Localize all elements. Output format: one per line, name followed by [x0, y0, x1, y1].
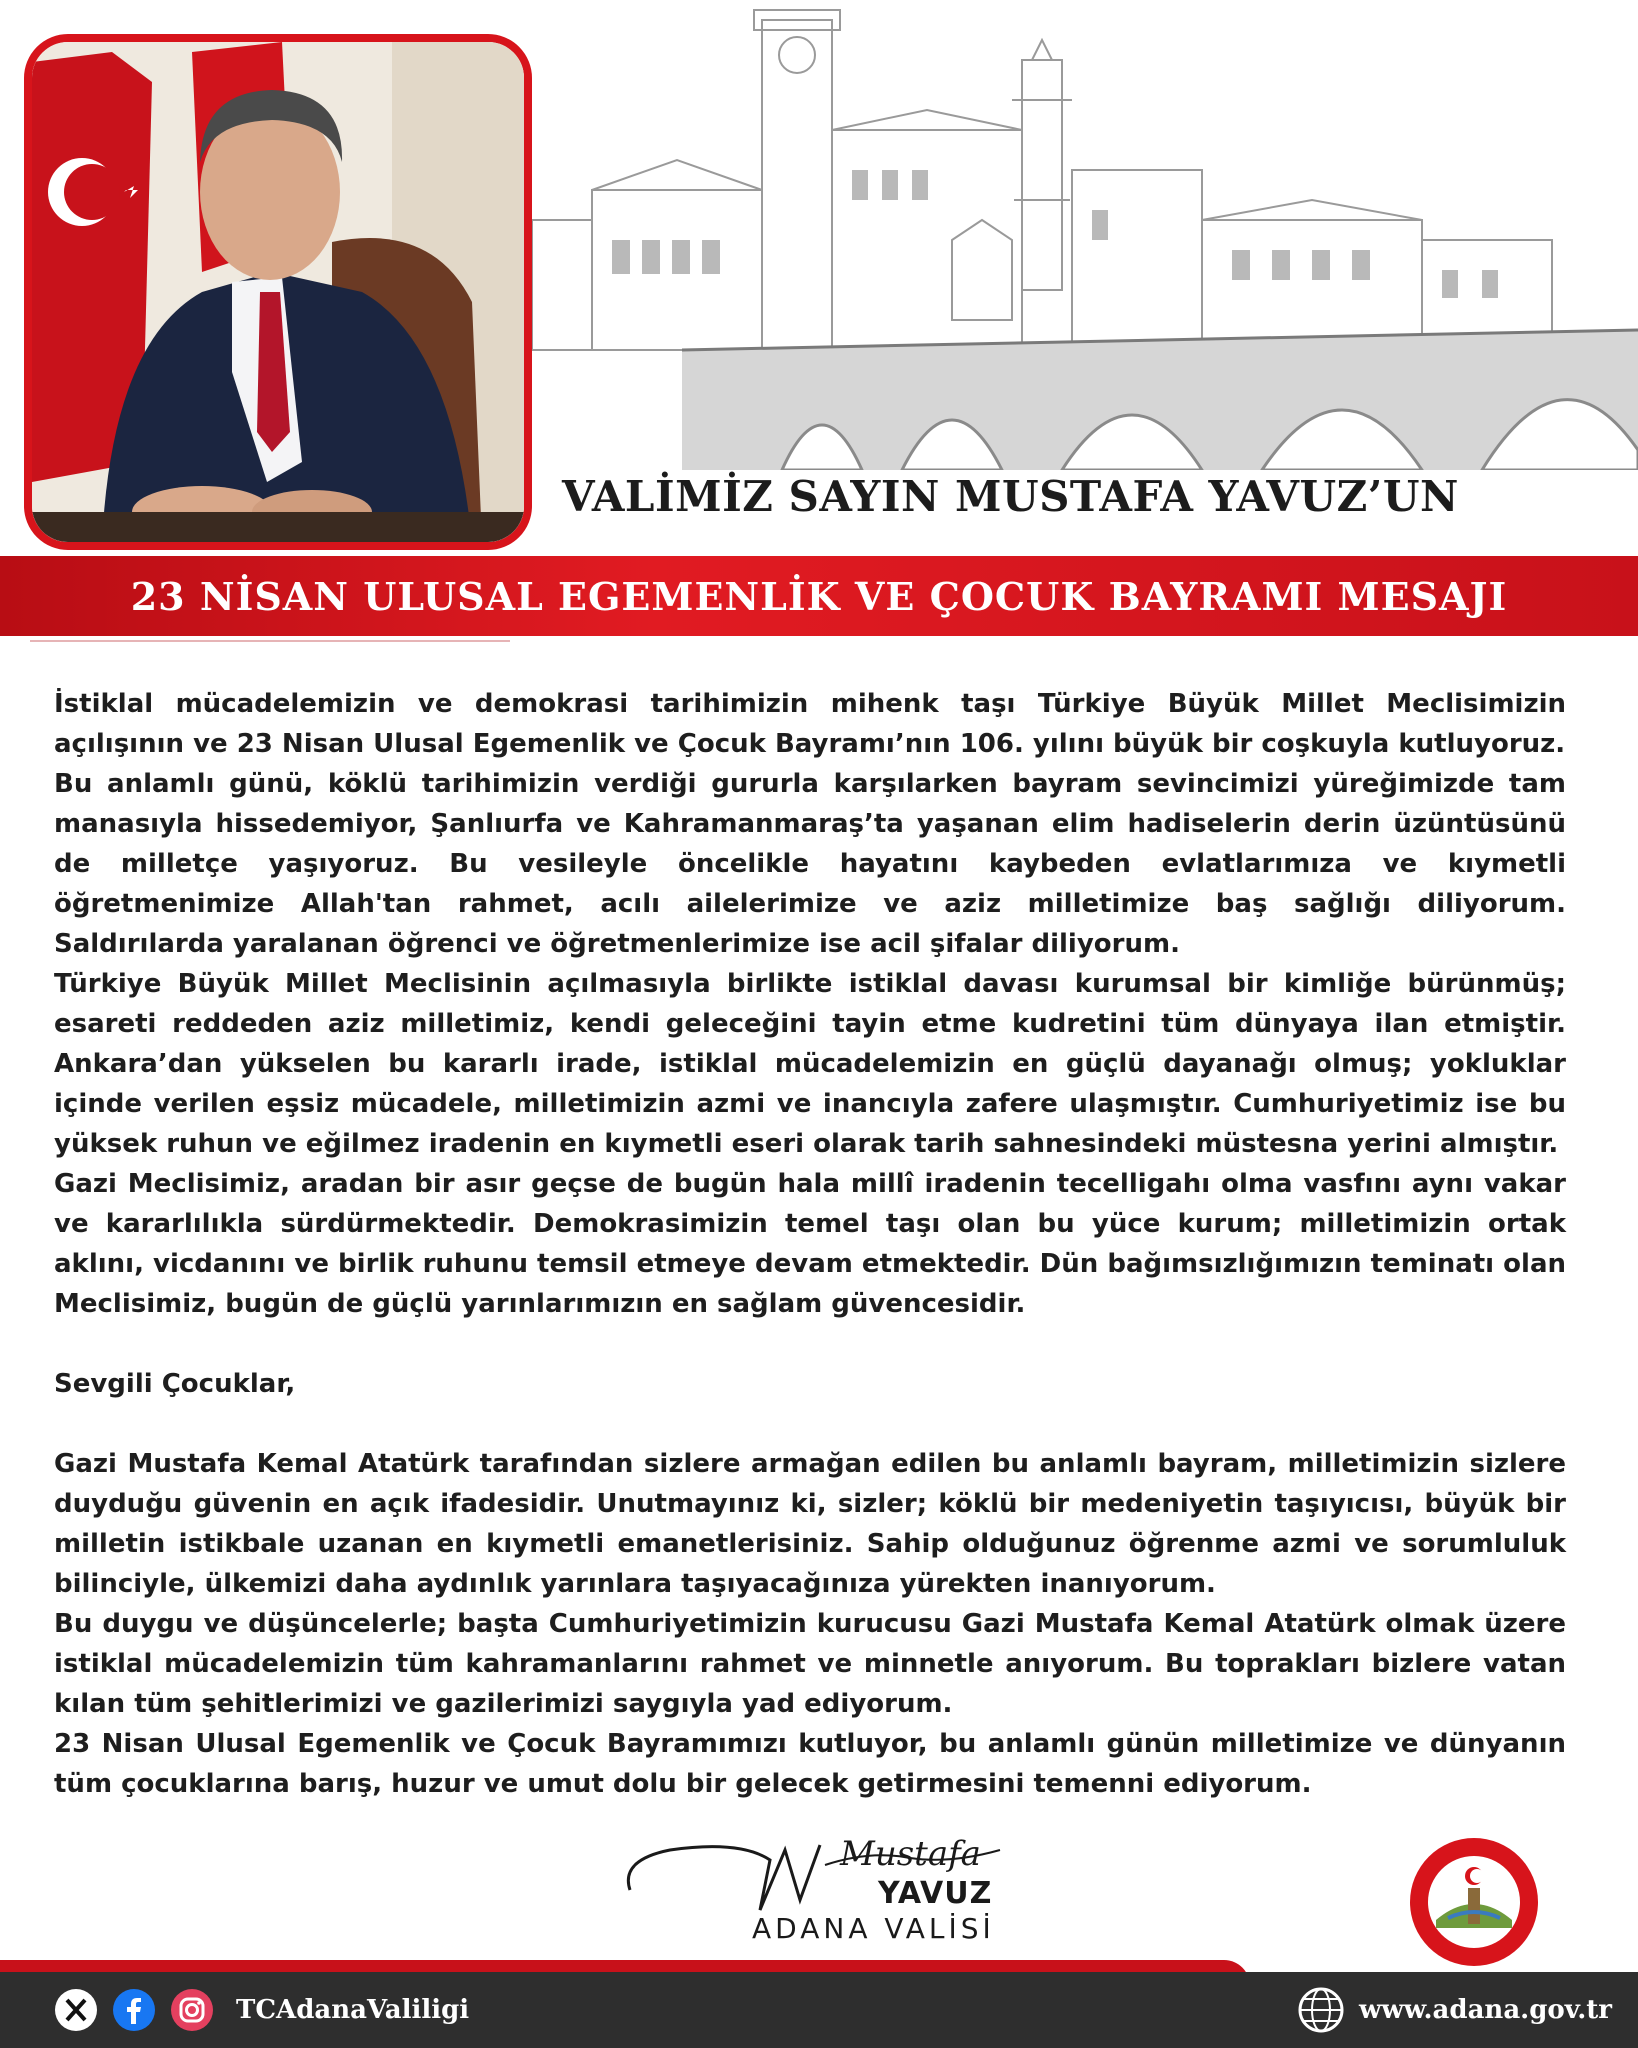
signature-surname: YAVUZ	[878, 1876, 993, 1911]
paragraph: İstiklal mücadelemizin ve demokrasi tarihimizin mihenk taşı Türkiye Büyük Millet Meclisimizin açılışının ve 23 Nisan Ulusal Egemenlik ve Çocuk Bayramı’nın 106. yılını büyük bir coşkuyla kutluyoruz.	[54, 689, 1566, 759]
website-link[interactable]	[1297, 1986, 1612, 2034]
globe-icon	[1297, 1986, 1345, 2034]
footer-bar	[0, 1972, 1638, 2048]
governor-portrait	[24, 34, 532, 550]
svg-text:Mustafa: Mustafa	[840, 1834, 981, 1874]
instagram-icon[interactable]	[170, 1988, 214, 2032]
title-line-1: VALİMİZ SAYIN MUSTAFA YAVUZ’UN	[562, 472, 1459, 521]
social-links	[54, 1988, 469, 2032]
facebook-icon[interactable]	[112, 1988, 156, 2032]
title-line-2: 23 NİSAN ULUSAL EGEMENLİK VE ÇOCUK BAYRAMI MESAJI	[130, 573, 1508, 619]
adana-skyline-illustration	[532, 0, 1638, 470]
paragraph: Türkiye Büyük Millet Meclisinin açılmasıyla birlikte istiklal davası kurumsal bir kimliğe bürünmüş; esareti reddeden aziz milletimiz, kendi geleceğini tayin etme kudretini tüm dünyaya ilan etmiştir. Ankara’dan yükselen bu kararlı irade, istiklal mücadelemizin en güçlü dayanağı olmuş; yokluklar içinde verilen eşsiz mücadele, milletimizin azmi ve inancıyla zafere ulaşmıştır. Cumhuriyetimiz ise bu yüksek ruhun ve eğilmez iradenin en kıymetli eseri olarak tarih sahnesindeki müstesna yerini almıştır.	[54, 969, 1566, 1159]
portrait-image	[32, 42, 524, 542]
governorship-seal	[1408, 1836, 1540, 1968]
decorative-rule	[30, 640, 510, 642]
website-url[interactable]: www.adana.gov.tr	[1358, 1995, 1612, 2025]
page-title	[548, 472, 1628, 521]
signature-title: ADANA VALİSİ	[752, 1912, 995, 1945]
paragraph: Gazi Mustafa Kemal Atatürk tarafından sizlere armağan edilen bu anlamlı bayram, milletimizin sizlere duyduğu güvenin en açık ifadesidir. Unutmayınız ki, sizler; köklü bir medeniyetin taşıyıcısı, büyük bir milletin istikbale uzanan en kıymetli emanetlerisiniz. Sahip olduğunuz öğrenme azmi ve sorumluluk bilinciyle, ülkemizi daha aydınlık yarınlara taşıyacağınıza yürekten inanıyorum.	[54, 1449, 1566, 1599]
social-handle[interactable]: TCAdanaValiligi	[236, 1995, 470, 2025]
title-banner	[0, 556, 1638, 636]
x-icon[interactable]	[54, 1988, 98, 2032]
signature-block	[610, 1820, 1010, 1944]
message-body	[54, 684, 1566, 1804]
paragraph: 23 Nisan Ulusal Egemenlik ve Çocuk Bayramımızı kutluyor, bu anlamlı günün milletimize ve dünyanın tüm çocuklarına barış, huzur ve umut dolu bir gelecek getirmesini temenni ediyorum.	[54, 1729, 1566, 1799]
paragraph: Bu duygu ve düşüncelerle; başta Cumhuriyetimizin kurucusu Gazi Mustafa Kemal Atatürk olmak üzere istiklal mücadelemizin tüm kahramanlarını rahmet ve minnetle anıyorum. Bu toprakları bizlere vatan kılan tüm şehitlerimizi ve gazilerimizi saygıyla yad ediyorum.	[54, 1609, 1566, 1719]
salutation: Sevgili Çocuklar,	[54, 1369, 296, 1399]
paragraph: Gazi Meclisimiz, aradan bir asır geçse de bugün hala millî iradenin tecelligahı olma vasfını aynı vakar ve kararlılıkla sürdürmektedir. Demokrasimizin temel taşı olan bu yüce kurum; milletimizin ortak aklını, vicdanını ve birlik ruhunu temsil etmeye devam etmektedir. Dün bağımsızlığımızın teminatı olan Meclisimiz, bugün de güçlü yarınlarımızın en sağlam güvencesidir.	[54, 1169, 1566, 1319]
paragraph: Bu anlamlı günü, köklü tarihimizin verdiği gururla karşılarken bayram sevincimizi yüreğimizde tam manasıyla hissedemiyor, Şanlıurfa ve Kahramanmaraş’ta yaşanan elim hadiselerin derin üzüntüsünü de milletçe yaşıyoruz. Bu vesileyle öncelikle hayatını kaybeden evlatlarımıza ve kıymetli öğretmenimize Allah'tan rahmet, acılı ailelerimize ve aziz milletimize baş sağlığı diliyorum. Saldırılarda yaralanan öğrenci ve öğretmenlerimize ise acil şifalar diliyorum.	[54, 769, 1566, 959]
